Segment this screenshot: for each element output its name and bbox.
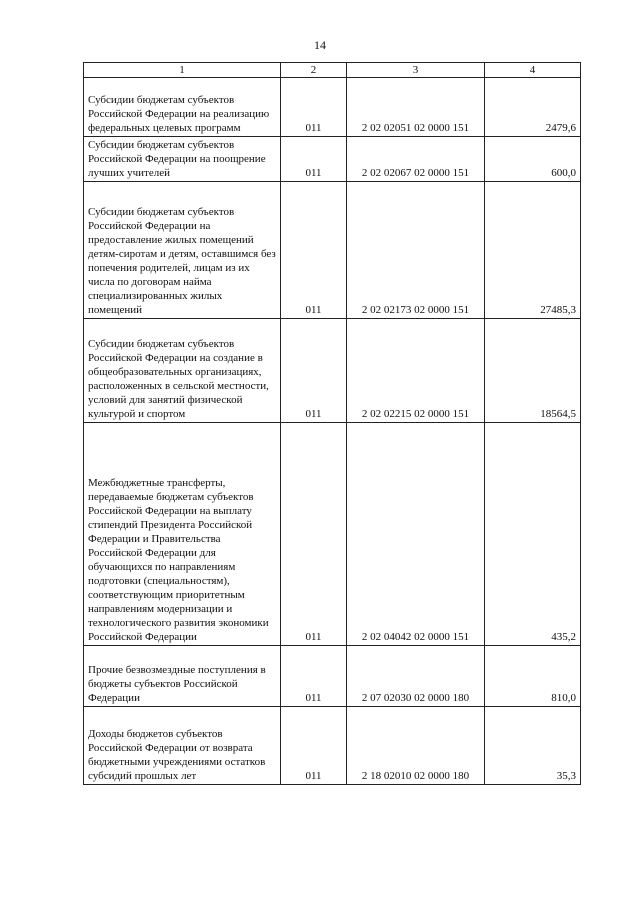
budget-classification-code: 2 02 02173 02 0000 151 xyxy=(347,182,485,319)
table-row xyxy=(84,319,581,423)
column-header-4: 4 xyxy=(485,63,581,78)
column-header-3: 3 xyxy=(347,63,485,78)
admin-code: 011 xyxy=(281,78,347,137)
revenue-name: Доходы бюджетов субъектов Российской Федерации от возврата бюджетными учреждениями остатков субсидий прошлых лет xyxy=(84,707,281,785)
amount: 35,3 xyxy=(485,707,581,785)
admin-code: 011 xyxy=(281,182,347,319)
budget-classification-code: 2 02 02215 02 0000 151 xyxy=(347,319,485,423)
table-row xyxy=(84,423,581,646)
page-number: 14 xyxy=(314,38,326,52)
budget-classification-code: 2 07 02030 02 0000 180 xyxy=(347,646,485,707)
table-row xyxy=(84,182,581,319)
column-header-2: 2 xyxy=(281,63,347,78)
admin-code: 011 xyxy=(281,707,347,785)
table-row xyxy=(84,78,581,137)
budget-classification-code: 2 02 02067 02 0000 151 xyxy=(347,137,485,182)
revenue-name: Субсидии бюджетам субъектов Российской Федерации на создание в общеобразовательных организациях, расположенных в сельской местности, условий для занятий физической культурой и спортом xyxy=(84,319,281,423)
budget-classification-code: 2 02 04042 02 0000 151 xyxy=(347,423,485,646)
revenue-name: Субсидии бюджетам субъектов Российской Федерации на предоставление жилых помещений детям-сиротам и детям, оставшимся без попечения родителей, лицам из их числа по договорам найма специализированных жилых помещений xyxy=(84,182,281,319)
amount: 27485,3 xyxy=(485,182,581,319)
budget-classification-code: 2 18 02010 02 0000 180 xyxy=(347,707,485,785)
amount: 435,2 xyxy=(485,423,581,646)
amount: 2479,6 xyxy=(485,78,581,137)
amount: 810,0 xyxy=(485,646,581,707)
admin-code: 011 xyxy=(281,137,347,182)
table-row xyxy=(84,137,581,182)
header-row xyxy=(84,63,581,78)
amount: 18564,5 xyxy=(485,319,581,423)
admin-code: 011 xyxy=(281,423,347,646)
revenue-name: Межбюджетные трансферты, передаваемые бюджетам субъектов Российской Федерации на выплату стипендий Президента Российской Федерации и Правительства Российской Федерации для обучающихся по направлениям подготовки (специальностям), соответствующим приоритетным направлениям модернизации и технологического развития экономики Российской Федерации xyxy=(84,423,281,646)
budget-revenue-table xyxy=(83,62,581,785)
budget-classification-code: 2 02 02051 02 0000 151 xyxy=(347,78,485,137)
amount: 600,0 xyxy=(485,137,581,182)
revenue-name: Субсидии бюджетам субъектов Российской Федерации на реализацию федеральных целевых программ xyxy=(84,78,281,137)
column-header-1: 1 xyxy=(84,63,281,78)
revenue-name: Субсидии бюджетам субъектов Российской Федерации на поощрение лучших учителей xyxy=(84,137,281,182)
table-row xyxy=(84,707,581,785)
revenue-name: Прочие безвозмездные поступления в бюджеты субъектов Российской Федерации xyxy=(84,646,281,707)
table-row xyxy=(84,646,581,707)
admin-code: 011 xyxy=(281,319,347,423)
admin-code: 011 xyxy=(281,646,347,707)
